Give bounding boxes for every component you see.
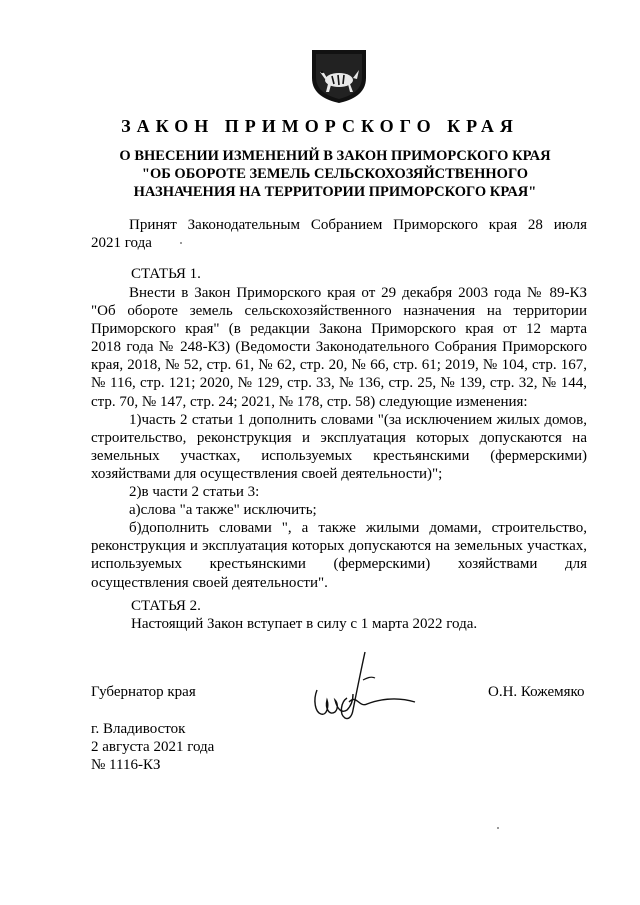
text-line: осуществления своей деятельности". (91, 574, 328, 591)
article-2-heading: СТАТЬЯ 2. (131, 598, 201, 614)
article-1-item-2a: а)слова "а также" исключить; (129, 502, 317, 519)
law-title: ЗАКОН ПРИМОРСКОГО КРАЯ (121, 116, 519, 136)
article-1-heading: СТАТЬЯ 1. (131, 266, 201, 282)
text-line: Внести в Закон Приморского края от 29 декабря 2003 года № 89-КЗ (129, 285, 587, 301)
text-line: 2018 года № 248-КЗ) (Ведомости Законодательного Собрания Приморского (91, 339, 587, 356)
handwritten-signature-icon (305, 650, 425, 730)
law-subtitle (100, 147, 570, 201)
text-line: Приморского края" (в редакции Закона Приморского края от 12 марта (91, 321, 587, 338)
text-line: б)дополнить словами ", а также жилыми домами, строительство, (129, 520, 587, 537)
subtitle-line: НАЗНАЧЕНИЯ НА ТЕРРИТОРИИ ПРИМОРСКОГО КРАЯ" (133, 184, 537, 200)
subtitle-line: О ВНЕСЕНИИ ИЗМЕНЕНИЙ В ЗАКОН ПРИМОРСКОГО КРАЯ (119, 148, 551, 164)
article-1-item-2b (91, 519, 587, 591)
article-2-text: Настоящий Закон вступает в силу с 1 марта 2022 года. (131, 616, 478, 632)
article-1-item-2: 2)в части 2 статьи 3: (129, 484, 260, 501)
adoption-line: 2021 года (91, 235, 152, 251)
adoption-line: Принят Законодательным Собранием Приморского края 28 июля (129, 217, 587, 233)
text-line: края, 2018, № 52, стр. 61, № 62, стр. 20, № 66, стр. 61; 2019, № 104, стр. 167, (91, 357, 587, 374)
text-line: стр. 70, № 147, стр. 24; 2021, № 178, стр. 58) следующие изменения: (91, 393, 528, 410)
text-line: 1)часть 2 статьи 1 дополнить словами "(за исключением жилых домов, (129, 411, 587, 428)
scan-speck (180, 242, 182, 244)
subtitle-line: "ОБ ОБОРОТЕ ЗЕМЕЛЬ СЕЛЬСКОХОЗЯЙСТВЕННОГО (141, 166, 529, 182)
text-line: "Об обороте земель сельскохозяйственного назначения на территории (91, 303, 587, 320)
place: г. Владивосток (91, 721, 186, 737)
text-line: земельных участках, используемых крестьянскими (фермерскими) (91, 447, 587, 464)
governor-position: Губернатор края (91, 684, 196, 700)
place-date-number (91, 720, 214, 774)
text-line: используемых крестьянскими (фермерскими) хозяйствами для (91, 556, 587, 573)
primorye-tiger-emblem-icon (310, 48, 368, 104)
text-line: хозяйствами для осуществления своей деятельности)"; (91, 465, 443, 482)
article-1-item-1 (91, 411, 587, 483)
governor-name: О.Н. Кожемяко (488, 684, 585, 700)
law-number: № 1116-КЗ (91, 757, 161, 773)
article-1-intro (91, 284, 587, 411)
signing-date: 2 августа 2021 года (91, 739, 215, 755)
text-line: реконструкция и эксплуатация которых допускаются на земельных участках, (91, 538, 587, 555)
scan-speck (497, 827, 499, 829)
text-line: № 116, стр. 121; 2020, № 129, стр. 33, № 136, стр. 25, № 139, стр. 32, № 144, (91, 375, 587, 392)
adoption-statement (91, 216, 587, 252)
text-line: строительство, реконструкция и эксплуатация которых допускаются на (91, 429, 587, 446)
article-1-body (91, 284, 587, 592)
